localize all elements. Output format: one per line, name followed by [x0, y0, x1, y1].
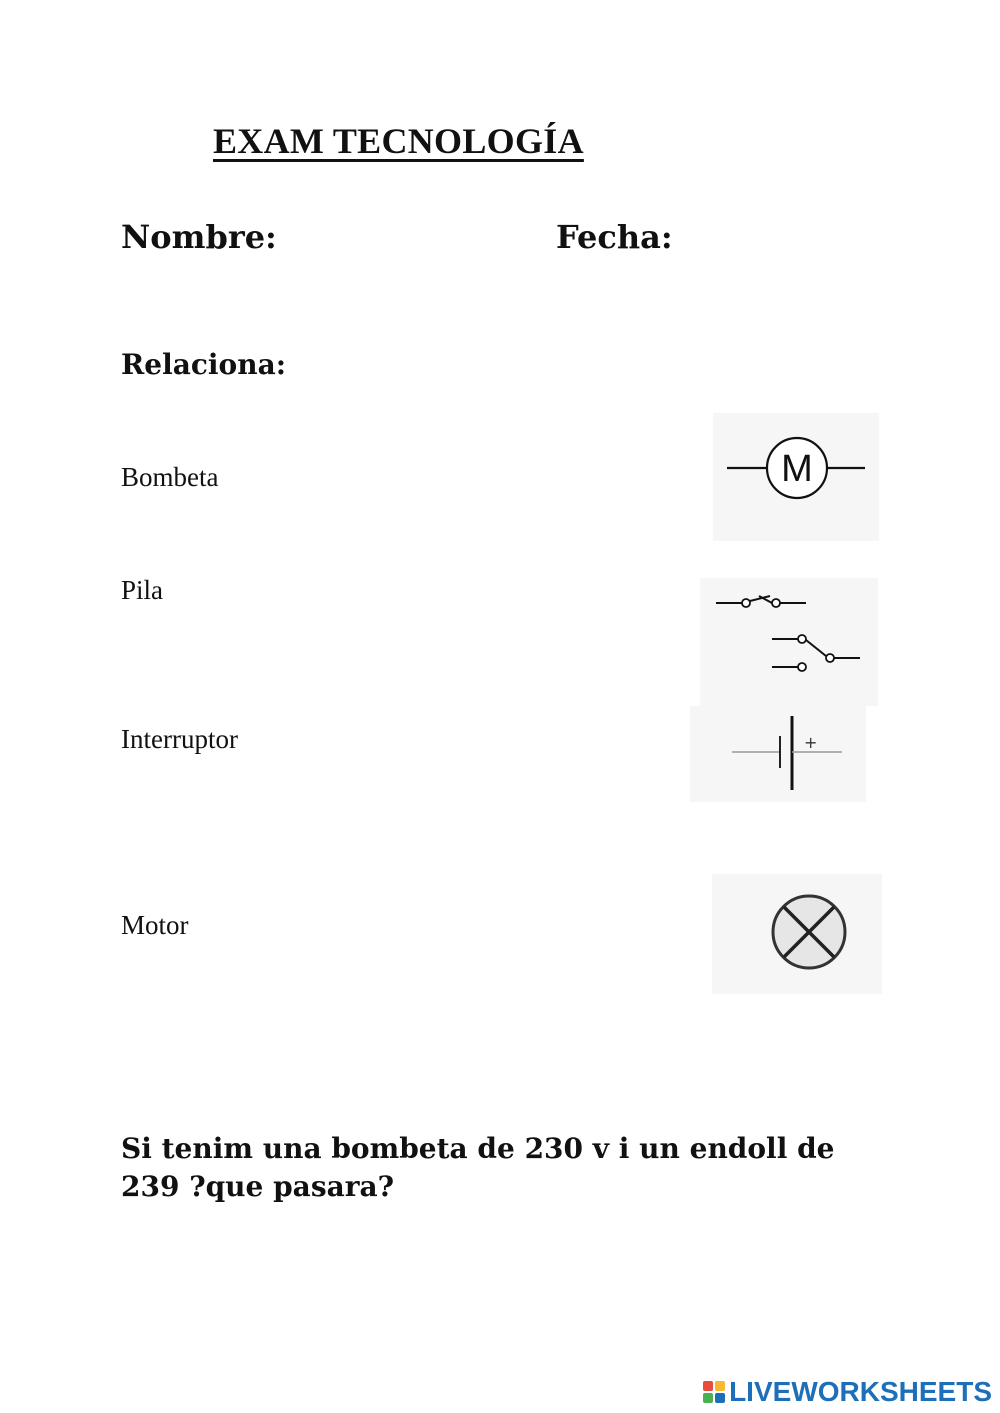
battery-symbol[interactable]: [690, 706, 866, 802]
logo-squares-icon: [703, 1381, 725, 1403]
logo-square-yellow: [715, 1381, 725, 1391]
page-title: EXAM TECNOLOGÍA: [213, 121, 584, 161]
battery-plus-sign: +: [804, 733, 818, 752]
term-interruptor[interactable]: Interruptor: [121, 724, 238, 754]
battery-symbol-icon: [690, 706, 866, 802]
date-label: Fecha:: [556, 218, 673, 256]
brand-name: LIVEWORKSHEETS: [729, 1376, 992, 1407]
question-text: Si tenim una bombeta de 230 v i un endoll de 239 ?que pasara?: [121, 1132, 835, 1203]
match-heading: Relaciona:: [121, 348, 287, 381]
term-pila[interactable]: Pila: [121, 575, 164, 605]
lamp-symbol-icon: [712, 874, 882, 994]
motor-symbol[interactable]: [713, 413, 879, 541]
switch-symbol-icon: [700, 578, 878, 706]
motor-symbol-icon: [713, 413, 879, 541]
liveworksheets-logo: [703, 1376, 992, 1408]
switch-symbol[interactable]: [700, 578, 878, 706]
term-motor[interactable]: Motor: [121, 910, 189, 940]
term-bombeta[interactable]: Bombeta: [121, 462, 219, 492]
logo-square-green: [703, 1393, 713, 1403]
name-label: Nombre:: [121, 218, 277, 256]
logo-square-red: [703, 1381, 713, 1391]
motor-letter: M: [781, 448, 813, 490]
logo-square-blue: [715, 1393, 725, 1403]
lamp-symbol[interactable]: [712, 874, 882, 994]
